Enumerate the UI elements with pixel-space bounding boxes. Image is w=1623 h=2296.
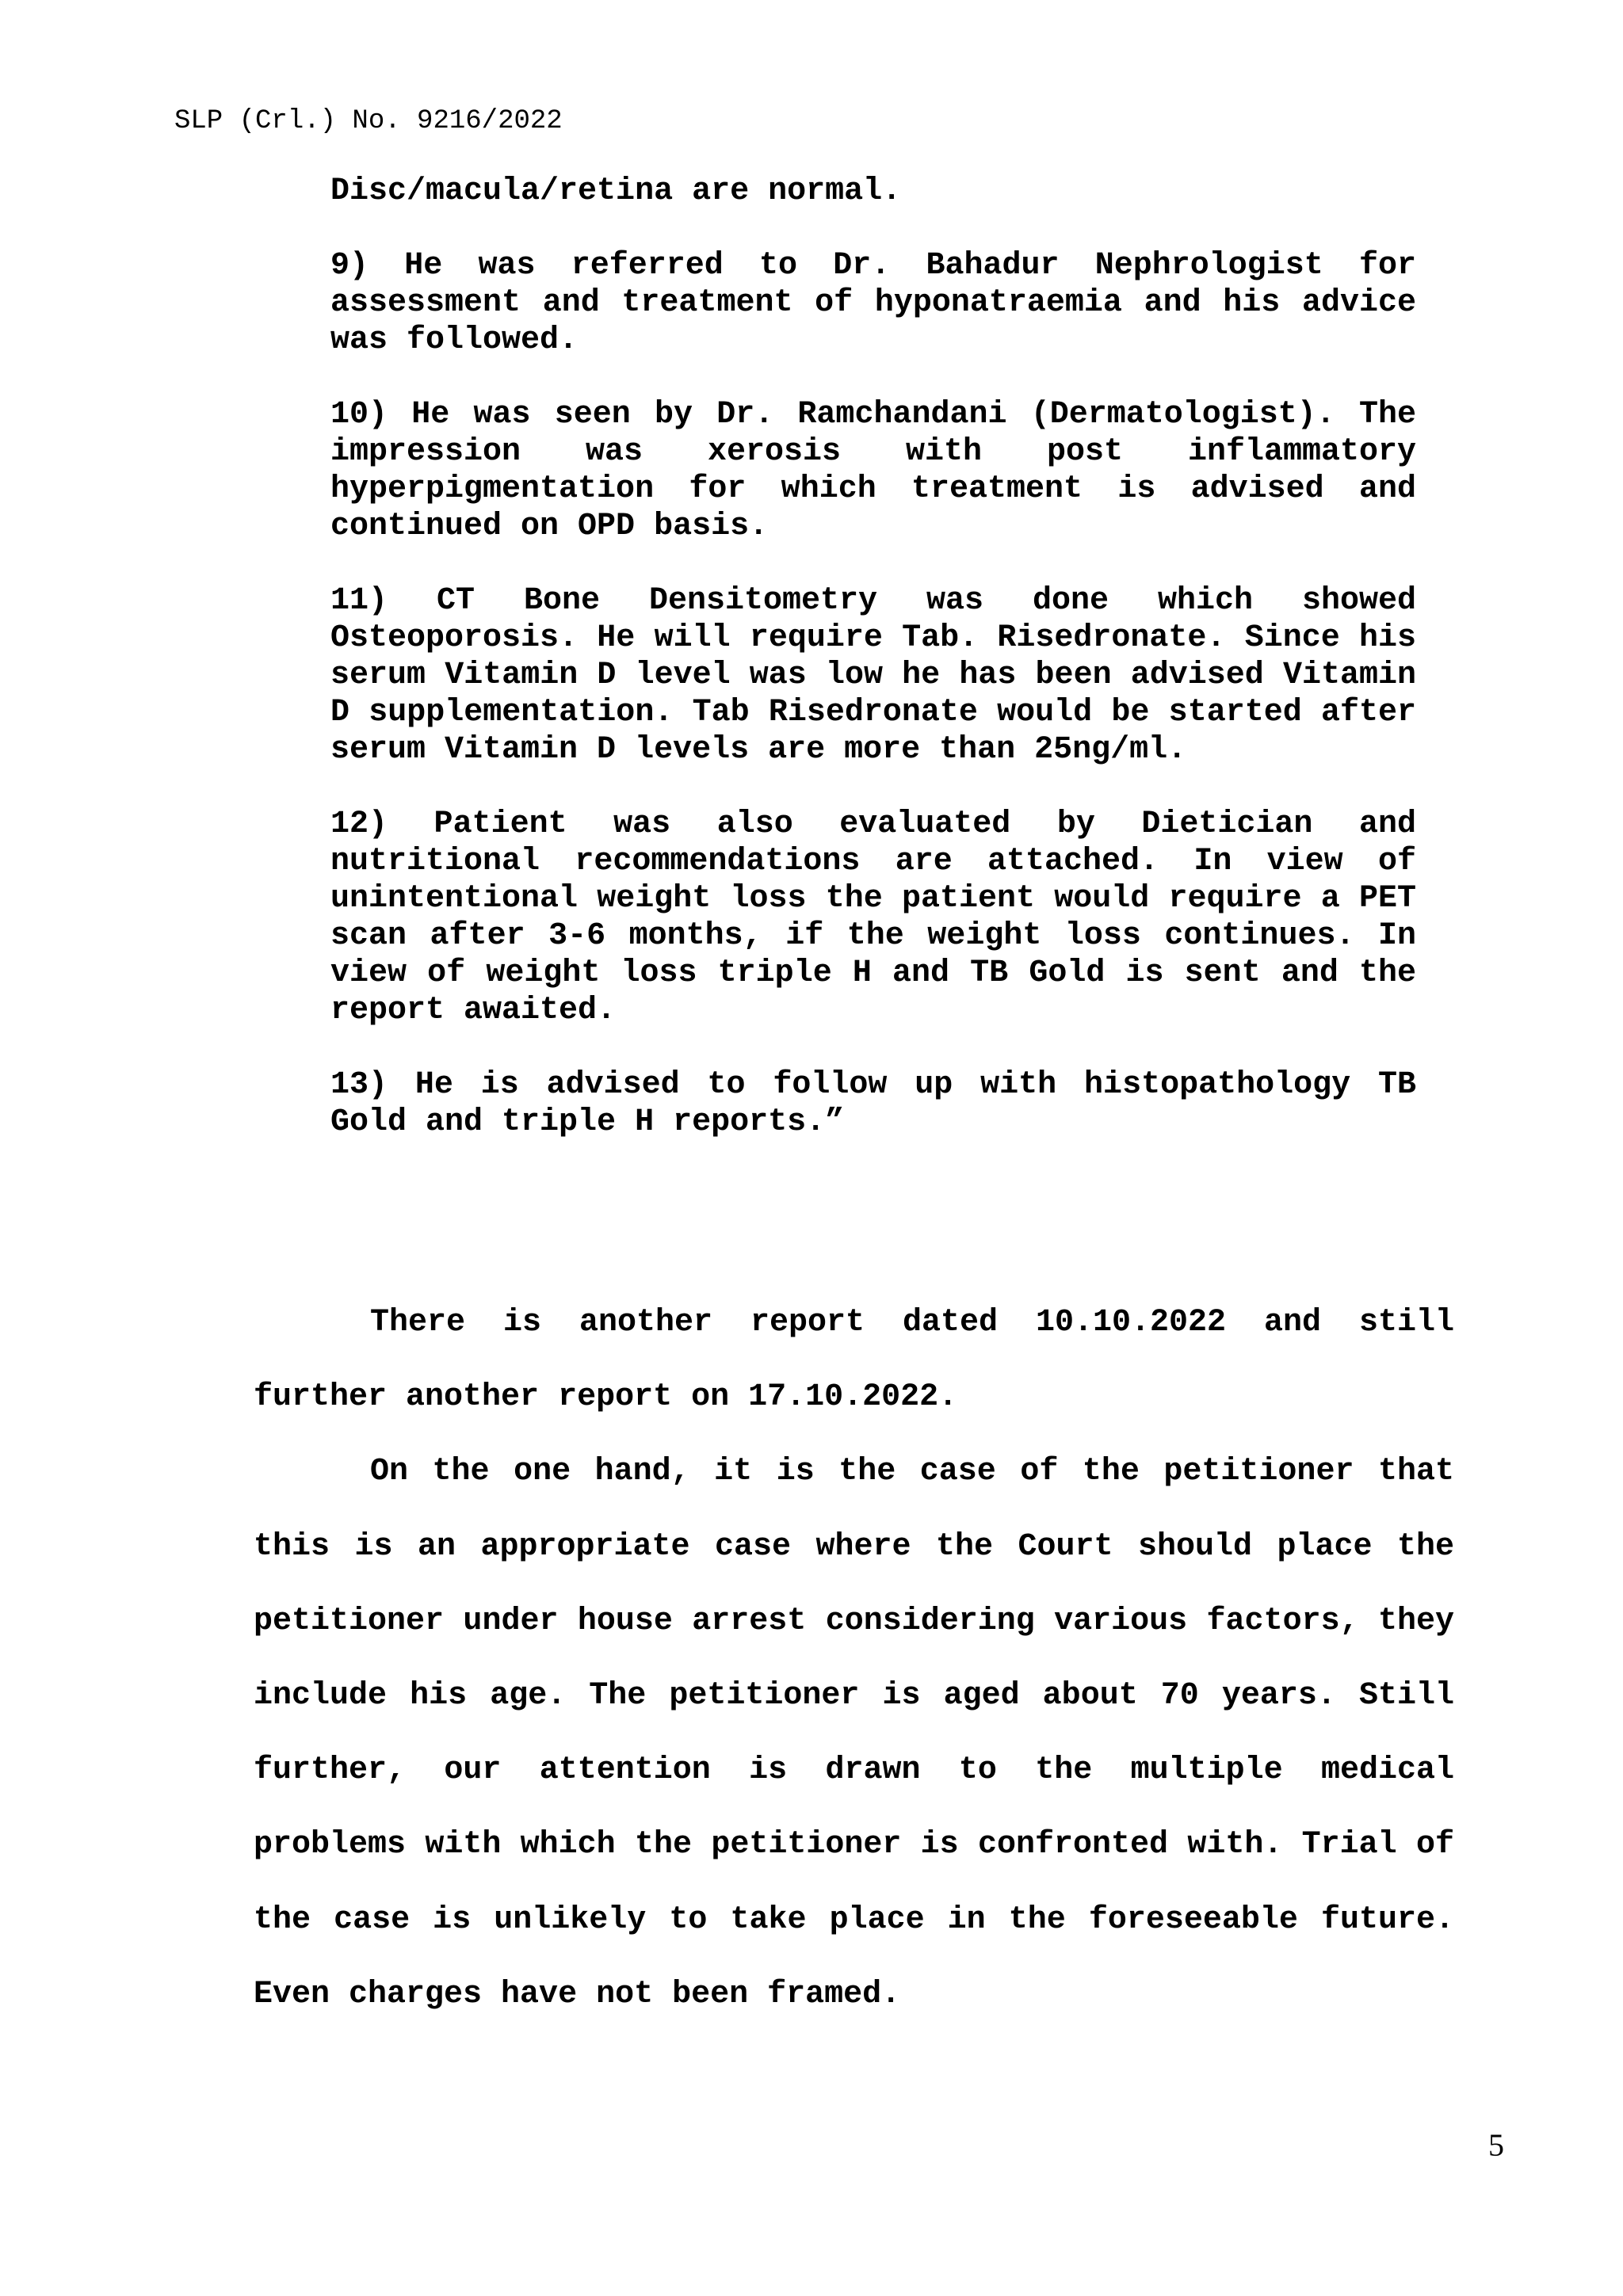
case-number-header: SLP (Crl.) No. 9216/2022: [174, 106, 563, 136]
report-continuation-line: Disc/macula/retina are normal.: [330, 174, 902, 209]
body-paragraph-petitioner-case: On the one hand, it is the case of the petitioner that this is an appropriate case where the Court should place the petitioner under house arrest considering various factors, they include his age. The petitioner is aged about 70 years. Still further, our attention is drawn to the multiple medical problems with which the petitioner is confronted with. Trial of the case is unlikely to take place in the foreseeable future. Even charges have not been framed.: [254, 1454, 1454, 2012]
quoted-medical-report: [330, 173, 1416, 1178]
report-item-9: 9) He was referred to Dr. Bahadur Nephrologist for assessment and treatment of hyponatraemia and his advice was followed.: [330, 248, 1416, 358]
report-item-12: 12) Patient was also evaluated by Dietician and nutritional recommendations are attached. In view of unintentional weight loss the patient would require a PET scan after 3-6 months, if the weight loss continues. In view of weight loss triple H and TB Gold is sent and the report awaited.: [330, 807, 1416, 1028]
judgment-body: [254, 1286, 1454, 2032]
body-paragraph-reports: There is another report dated 10.10.2022 and still further another report on 17.10.2022.: [254, 1305, 1454, 1416]
report-item-13: 13) He is advised to follow up with histopathology TB Gold and triple H reports.”: [330, 1067, 1416, 1140]
report-item-10: 10) He was seen by Dr. Ramchandani (Dermatologist). The impression was xerosis with post inflammatory hyperpigmentation for which treatment is advised and continued on OPD basis.: [330, 397, 1416, 544]
report-item-11: 11) CT Bone Densitometry was done which showed Osteoporosis. He will require Tab. Risedronate. Since his serum Vitamin D level was low he has been advised Vitamin D supplementation. Tab Risedronate would be started after serum Vitamin D levels are more than 25ng/ml.: [330, 583, 1416, 768]
page-number: 5: [1488, 2127, 1504, 2163]
